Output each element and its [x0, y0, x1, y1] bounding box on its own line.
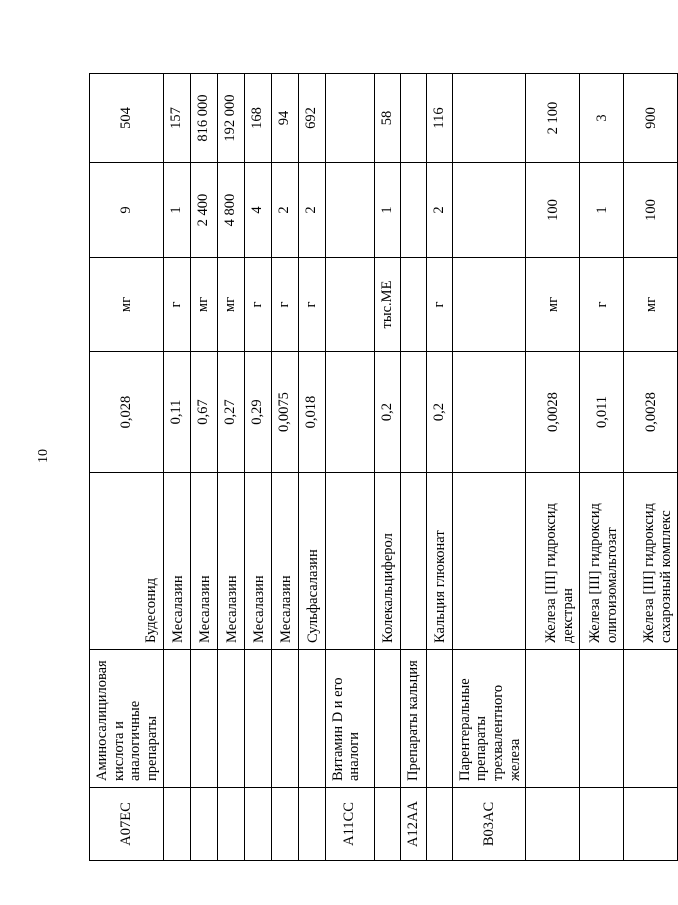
row-qty: 100 [526, 163, 580, 258]
row-code [426, 788, 452, 861]
row-group [163, 650, 190, 788]
row-unit: г [426, 258, 452, 352]
row-drug: Месалазин [217, 473, 244, 650]
drug-table-body [90, 74, 678, 861]
row-value: 0,2 [426, 352, 452, 473]
row-group: Препараты кальция [400, 650, 426, 788]
row-group: Парентеральные препараты трехвалентного железа [452, 650, 526, 788]
row-total: 116 [426, 74, 452, 163]
row-unit: мг [624, 258, 678, 352]
row-drug: Сульфасалазин [298, 473, 325, 650]
drug-table [89, 73, 678, 861]
row-group [271, 650, 298, 788]
row-qty: 2 400 [190, 163, 217, 258]
table-row [400, 74, 426, 861]
row-total: 168 [244, 74, 271, 163]
row-total: 192 000 [217, 74, 244, 163]
table-row [90, 74, 164, 861]
row-total: 94 [271, 74, 298, 163]
row-total: 58 [374, 74, 400, 163]
row-unit: мг [90, 258, 164, 352]
row-drug: Месалазин [244, 473, 271, 650]
row-total: 157 [163, 74, 190, 163]
row-total: 504 [90, 74, 164, 163]
row-value: 0,0075 [271, 352, 298, 473]
row-drug: Месалазин [190, 473, 217, 650]
rotated-table-wrapper [89, 74, 674, 861]
row-group [426, 650, 452, 788]
row-unit: мг [190, 258, 217, 352]
row-value: 0,29 [244, 352, 271, 473]
row-unit: мг [526, 258, 580, 352]
row-code [271, 788, 298, 861]
row-qty: 2 [298, 163, 325, 258]
table-row [452, 74, 526, 861]
row-total: 900 [624, 74, 678, 163]
row-total [325, 74, 374, 163]
row-drug: Железа [III] гидроксид олигоизомальтозат [580, 473, 624, 650]
row-unit: тыс.МЕ [374, 258, 400, 352]
row-code [217, 788, 244, 861]
row-value: 0,2 [374, 352, 400, 473]
table-row [426, 74, 452, 861]
row-group [374, 650, 400, 788]
row-total [400, 74, 426, 163]
row-drug [400, 473, 426, 650]
row-total [452, 74, 526, 163]
row-code [190, 788, 217, 861]
row-total: 3 [580, 74, 624, 163]
row-qty: 1 [374, 163, 400, 258]
table-row [217, 74, 244, 861]
row-qty: 2 [271, 163, 298, 258]
row-drug: Кальция глюконат [426, 473, 452, 650]
row-qty: 9 [90, 163, 164, 258]
row-code [624, 788, 678, 861]
row-code [163, 788, 190, 861]
row-code [374, 788, 400, 861]
row-drug: Колекальциферол [374, 473, 400, 650]
row-code: B03AC [452, 788, 526, 861]
row-value: 0,0028 [526, 352, 580, 473]
row-group [580, 650, 624, 788]
row-unit: г [271, 258, 298, 352]
row-drug [325, 473, 374, 650]
row-qty [400, 163, 426, 258]
table-row [163, 74, 190, 861]
row-qty: 2 [426, 163, 452, 258]
row-value [325, 352, 374, 473]
row-unit: г [580, 258, 624, 352]
row-group [298, 650, 325, 788]
table-row [271, 74, 298, 861]
row-value: 0,11 [163, 352, 190, 473]
row-qty: 4 800 [217, 163, 244, 258]
row-code: A07EC [90, 788, 164, 861]
row-value: 0,028 [90, 352, 164, 473]
row-unit: г [244, 258, 271, 352]
row-unit [400, 258, 426, 352]
row-code: A12AA [400, 788, 426, 861]
table-row [298, 74, 325, 861]
row-drug [452, 473, 526, 650]
row-unit: г [298, 258, 325, 352]
row-drug: Будесонид [90, 473, 164, 650]
row-unit: мг [217, 258, 244, 352]
row-value [452, 352, 526, 473]
row-drug: Месалазин [163, 473, 190, 650]
row-group: Витамин D и его аналоги [325, 650, 374, 788]
row-group [526, 650, 580, 788]
table-row [624, 74, 678, 861]
row-qty [452, 163, 526, 258]
row-qty: 4 [244, 163, 271, 258]
page-number: 10 [36, 449, 51, 463]
row-drug: Железа [III] гидроксид декстран [526, 473, 580, 650]
row-code [244, 788, 271, 861]
row-unit [325, 258, 374, 352]
row-code [298, 788, 325, 861]
row-unit [452, 258, 526, 352]
row-code [580, 788, 624, 861]
row-drug: Месалазин [271, 473, 298, 650]
row-value [400, 352, 426, 473]
table-row [580, 74, 624, 861]
row-value: 0,011 [580, 352, 624, 473]
row-group [217, 650, 244, 788]
row-qty: 1 [163, 163, 190, 258]
row-code: A11CC [325, 788, 374, 861]
row-value: 0,27 [217, 352, 244, 473]
row-qty [325, 163, 374, 258]
row-total: 692 [298, 74, 325, 163]
row-group [190, 650, 217, 788]
table-row [190, 74, 217, 861]
table-row [325, 74, 374, 861]
row-value: 0,018 [298, 352, 325, 473]
row-code [526, 788, 580, 861]
row-group: Аминосалициловая кислота и аналогичные препараты [90, 650, 164, 788]
row-value: 0,0028 [624, 352, 678, 473]
row-total: 2 100 [526, 74, 580, 163]
row-group [624, 650, 678, 788]
row-unit: г [163, 258, 190, 352]
row-group [244, 650, 271, 788]
row-qty: 100 [624, 163, 678, 258]
table-row [374, 74, 400, 861]
table-row [526, 74, 580, 861]
row-qty: 1 [580, 163, 624, 258]
row-drug: Железа [III] гидроксид сахарозный комплекс [624, 473, 678, 650]
row-total: 816 000 [190, 74, 217, 163]
table-row [244, 74, 271, 861]
row-value: 0,67 [190, 352, 217, 473]
